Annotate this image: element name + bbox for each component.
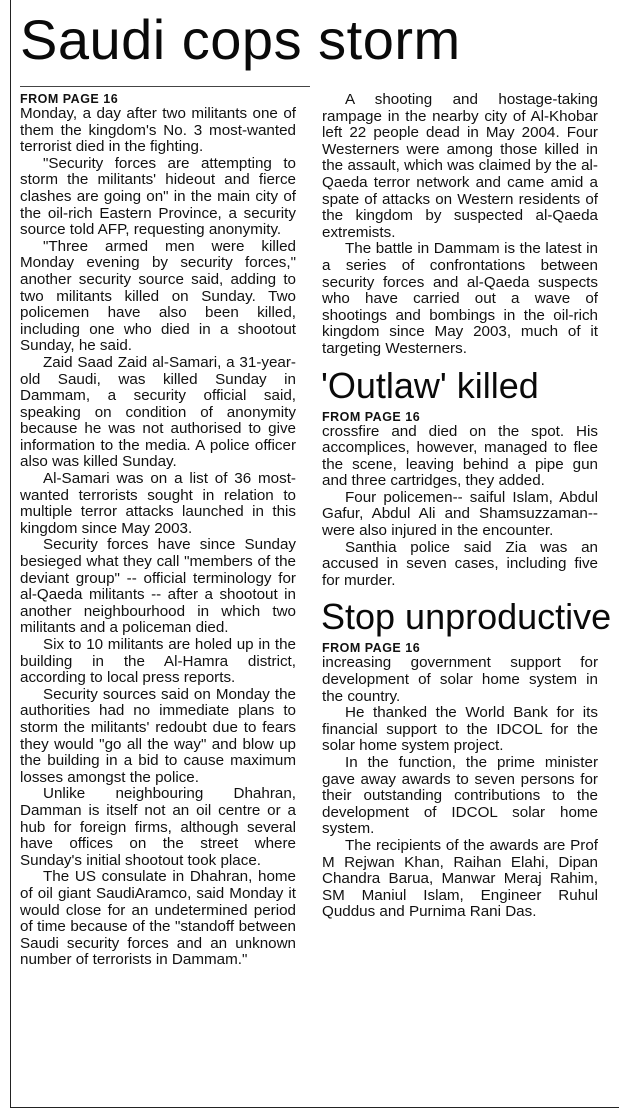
column-2 [321,91,612,921]
story1-paragraph-6: Security forces have since Sunday besieged what they call "members of the deviant group" -- official terminology for al-Qaeda militants -- after a shootout in another neighbourhood in which two militants and a policeman died. [20,536,296,637]
story1-paragraph-5: Al-Samari was on a list of 36 most-wanted terrorists sought in relation to multiple terror attacks launched in this kingdom since May 2003. [20,470,296,537]
story3-paragraph-3: In the function, the prime minister gave away awards to seven persons for their outstanding contributions to the development of IDCOL solar home system. [322,754,598,838]
story2-paragraph-3: Santhia police said Zia was an accused in seven cases, including five for murder. [322,538,598,589]
story1-paragraph-3: "Three armed men were killed Monday evening by security forces," another security source said, adding to two militants killed on Sunday. Two policemen have also been killed, including one who died in a shootout Sunday, he said. [20,237,296,355]
story1-paragraph-2: "Security forces are attempting to storm the militants' hideout and fierce clashes are going on" in the main city of the oil-rich Eastern Province, a security source told AFP, requesting anonymity. [20,154,296,239]
story3-paragraph-1: increasing government support for development of solar home system in the country. [322,654,598,705]
headline-underline [20,86,310,87]
story1-paragraph-7: Six to 10 militants are holed up in the building in the Al-Hamra district, according to local press reports. [20,636,296,687]
left-column-rule [10,0,11,1108]
story1-paragraph-9: Unlike neighbouring Dhahran, Damman is itself not an oil centre or a hub for foreign firms, although several have offices on the street where Sunday's initial shootout took place. [20,785,296,869]
story3-kicker: FROM PAGE 16 [322,641,421,656]
story1-paragraph-4: Zaid Saad Zaid al-Samari, a 31-year-old Saudi, was killed Sunday in Dammam, a security official said, speaking on condition of anonymity because he was not authorised to give information to the media. A police officer also was killed Sunday. [20,353,296,471]
story1-kicker: FROM PAGE 16 [20,92,119,106]
column-1 [20,92,296,969]
story3-headline: Stop unproductive [321,596,612,638]
story1-paragraph-8: Security sources said on Monday the authorities had no immediate plans to storm the militants' redoubt due to fears they would "go all the way" and blow up the building in a bid to cause maximum losses amongst the police. [20,685,296,786]
story3-paragraph-2: He thanked the World Bank for its financial support to the IDCOL for the solar home system project. [322,704,598,755]
story1-paragraph-11: A shooting and hostage-taking rampage in the nearby city of Al-Khobar left 22 people dead in May 2004. Four Westerners were among those killed in the assault, which was claimed by the al-Qaeda terror network and came amid a spate of attacks on Western residents of the kingdom by suspected al-Qaeda extremists. [322,91,598,241]
story1-paragraph-10: The US consulate in Dhahran, home of oil giant SaudiAramco, said Monday it would close for an undetermined period of time because of the "standoff between Saudi security forces and an unknown number of terrorists in Dammam." [20,868,296,969]
bottom-rule [10,1107,619,1108]
story2-headline: 'Outlaw' killed [321,364,539,406]
story3-paragraph-4: The recipients of the awards are Prof M Rejwan Khan, Raihan Elahi, Dipan Chandra Barua, Manwar Meraj Rahim, SM Maniul Islam, Engineer Ruhul Quddus and Purnima Rani Das. [322,836,598,921]
story2-kicker: FROM PAGE 16 [322,409,421,424]
story1-paragraph-1: Monday, a day after two militants one of them the kingdom's No. 3 most-wanted terrorist died in the fighting. [20,105,296,156]
story2-paragraph-1: crossfire and died on the spot. His accomplices, however, managed to flee the scene, leaving behind a pipe gun and three cartridges, they added. [322,422,598,490]
story1-headline: Saudi cops storm [20,8,461,71]
story1-paragraph-12: The battle in Dammam is the latest in a series of confrontations between security forces and al-Qaeda suspects who have carried out a wave of shootings and bombings in the oil-rich kingdom since May 2003, much of it targeting Westerners. [322,240,598,357]
story2-paragraph-2: Four policemen-- saiful Islam, Abdul Gafur, Abdul Ali and Shamsuzzaman--were also injured in the encounter. [322,488,598,540]
